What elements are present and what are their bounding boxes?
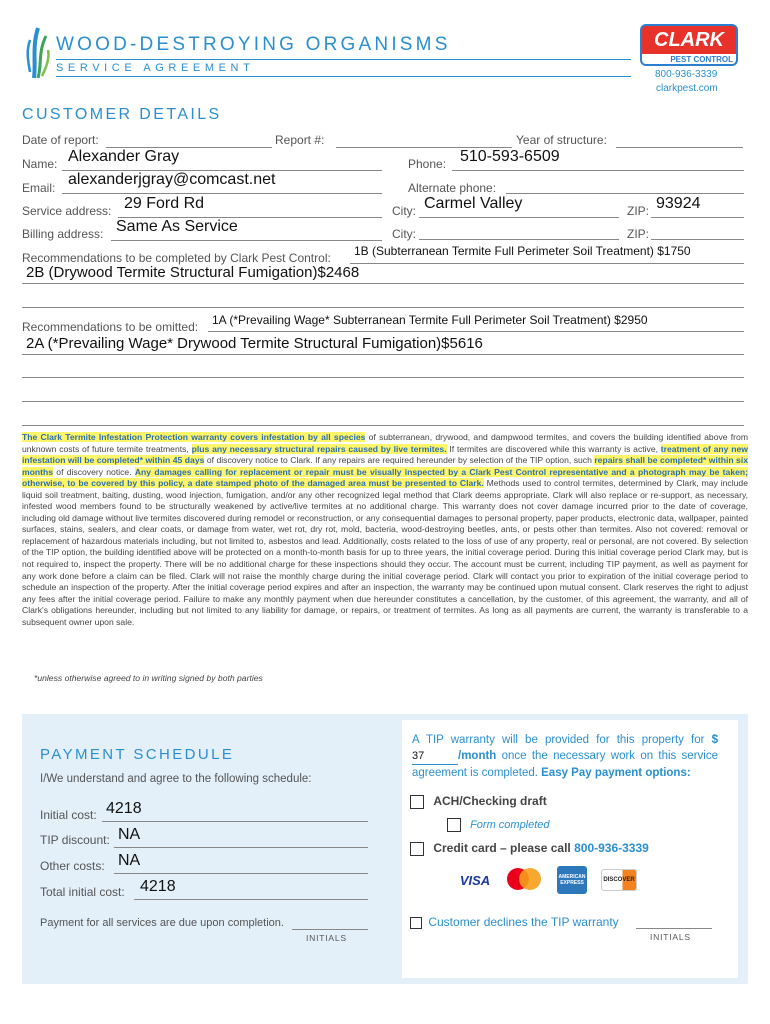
payment-intro: I/We understand and agree to the following schedule: [40, 773, 312, 785]
company-website: clarkpest.com [656, 83, 718, 94]
rec-completed-line-3[interactable] [22, 290, 744, 308]
payment-initials-field[interactable] [292, 916, 368, 930]
rec-omitted-label: Recommendations to be omitted: [22, 320, 199, 334]
form-completed-option[interactable] [447, 818, 550, 832]
amex-icon [557, 866, 587, 894]
other-costs-value: NA [118, 852, 141, 869]
title-rule-bottom [56, 76, 631, 77]
tip-amount-field[interactable] [412, 748, 458, 765]
warranty-inspection: Any damages calling for replacement or repair must be visually inspected by a Clark Pest Control representative and a photograph may be taken; otherwise, to be covered by this policy, a date stamped photo of the damaged area must be presented to Clark. [22, 466, 748, 489]
payment-schedule-title: PAYMENT SCHEDULE [40, 746, 235, 763]
warranty-text-8: of discovery notice. [53, 466, 135, 477]
credit-card-label: Credit card – please call [433, 841, 575, 855]
initial-cost-value: 4218 [106, 800, 142, 817]
alt-phone-field[interactable] [506, 180, 744, 194]
discover-icon [601, 869, 637, 891]
warranty-footnote: *unless otherwise agreed to in writing signed by both parties [34, 673, 263, 683]
phone-value: 510-593-6509 [460, 148, 560, 165]
email-label: Email: [22, 181, 56, 195]
city-value: Carmel Valley [424, 195, 523, 212]
payment-initials-label: INITIALS [306, 933, 347, 943]
title-rule [56, 59, 631, 60]
tip-amount: 37 [412, 750, 425, 762]
wood-grass-logo-icon [24, 22, 54, 80]
form-completed-label: Form completed [470, 818, 550, 831]
credit-card-phone: 800-936-3339 [574, 841, 649, 855]
total-cost-label: Total initial cost: [40, 885, 125, 899]
initial-cost-label: Initial cost: [40, 808, 97, 822]
service-address-label: Service address: [22, 204, 112, 218]
warranty-text-6: of discovery notice to Clark. If any repairs are required hereunder by selection of the TIP option, such [204, 455, 595, 466]
visa-icon [455, 867, 495, 893]
date-label: Date of report: [22, 133, 99, 147]
other-costs-field[interactable] [114, 852, 368, 874]
warranty-text [22, 432, 748, 628]
total-cost-value: 4218 [140, 878, 176, 895]
discover-text: DISCOVER [603, 877, 635, 883]
easy-pay-label: Easy Pay payment options: [541, 767, 691, 779]
billing-address-value: Same As Service [116, 218, 238, 235]
tip-dollar: $ [711, 734, 718, 746]
rec-omitted-1: 1A (*Prevailing Wage* Subterranean Termite Full Perimeter Soil Treatment) $2950 [212, 313, 648, 327]
service-address-value: 29 Ford Rd [124, 195, 205, 212]
tip-discount-field[interactable] [114, 826, 368, 848]
alt-phone-label: Alternate phone: [408, 181, 497, 195]
payment-due-text: Payment for all services are due upon completion. [40, 917, 284, 929]
warranty-45-days: treatment of any new infestation will be completed* within 45 days [22, 443, 748, 466]
doc-subtitle: SERVICE AGREEMENT [56, 62, 255, 74]
rec-omitted-line-5[interactable] [22, 408, 744, 426]
tip-line-2: once the necessary work on this service agreement is completed. [412, 750, 718, 779]
ach-label: ACH/Checking draft [433, 794, 547, 808]
other-costs-label: Other costs: [40, 859, 105, 873]
clark-logo-text: CLARK [654, 29, 724, 51]
zip-label: ZIP: [627, 204, 650, 218]
clark-logo-sub: PEST CONTROL [642, 54, 736, 66]
tip-line-1: A TIP warranty will be provided for this property for [412, 734, 705, 746]
rec-completed-label: Recommendations to be completed by Clark Pest Control: [22, 251, 331, 265]
credit-card-checkbox[interactable] [410, 842, 424, 856]
tip-initials-field[interactable] [636, 915, 712, 929]
decline-tip-option[interactable] [410, 915, 619, 929]
warranty-repairs: plus any necessary structural repairs caused by live termites. [191, 443, 447, 454]
tip-description [412, 732, 718, 781]
rec-completed-2: 2B (Drywood Termite Structural Fumigation)$2468 [26, 264, 360, 281]
phone-label: Phone: [408, 157, 447, 171]
date-field[interactable] [106, 133, 272, 148]
tip-month: /month [458, 750, 497, 762]
report-label: Report #: [275, 133, 325, 147]
decline-tip-checkbox[interactable] [410, 917, 422, 929]
billing-address-label: Billing address: [22, 227, 104, 241]
city-label: City: [392, 204, 416, 218]
company-phone: 800-936-3339 [655, 69, 718, 80]
report-field[interactable] [336, 133, 512, 148]
zip-value: 93924 [656, 195, 701, 212]
form-completed-checkbox[interactable] [447, 818, 461, 832]
warranty-six-months: repairs shall be completed* within six months [22, 455, 749, 477]
decline-tip-label: Customer declines the TIP warranty [428, 915, 619, 929]
billing-zip-label: ZIP: [627, 227, 650, 241]
tip-discount-label: TIP discount: [40, 833, 110, 847]
rec-omitted-2: 2A (*Prevailing Wage* Drywood Termite Structural Fumigation)$5616 [26, 335, 483, 352]
amex-text: AMERICAN EXPRESS [558, 874, 586, 886]
tip-initials-label: INITIALS [650, 932, 691, 942]
ach-checkbox[interactable] [410, 795, 424, 809]
warranty-text-2: of subterranean, drywood, and dampwood termites, and covers the building identified above from unknown costs of future termite treatments, [22, 432, 748, 454]
warranty-text-10: Methods used to control termites, determined by Clark, may include liquid soil treatment, baiting, dusting, wood injection, fumigation, and/or any other recognized legal method that Clark deems appropriate. Clark will also replace or re-support, as necessary, infested wood members found to be structurally weakened by active/live termites at no additional charge. This warranty does not cover damage incurred prior to the date of coverage, including old damage without live termites discovered during remodel or reconstruction, or any consequential damages to personal property, paper products, electronic data, wallpaper, painted surfaces, stains, sealers, and clear coats, or damage from water, wet rot, dry rot, mold, bacteria, wood-destroying beetles, ants, or pests other than termites. Also not covered: removal or replacement of hazardous materials including, but not limited to, asbestos and lead. Additionally, costs related to the loss of use of any property, real or personal, are not covered. By selection of the TIP option, the building identified above will be protected on a month-to-month basis for up to three years, the initial coverage period. During this initial coverage period Clark may, but is not required to, inspect the property. There will be no additional charge for these inspections should they occur. The account must be current, including TIP payment, as well as payment for any work done before a claim can be filed. Clark will not raise the monthly charge during the initial coverage period. Clark will contact you prior to expiration of the initial coverage period to schedule an inspection of the property. After the initial coverage period expires and after an inspection, the warranty may be continued upon mutual consent. Clark reserves the right to adjust any fees after the initial coverage period. Failure to make any monthly payment when due hereunder constitutes a cancellation, by the customer, of this agreement, the warranty, and all of Clark's obligations hereunder, including but not limited to any liability for damage, or repairs, or treatment of termites. As long as all payments are current, the warranty is transferable to a subsequent owner upon sale. [22, 478, 748, 627]
name-value: Alexander Gray [68, 148, 180, 165]
credit-card-option[interactable] [410, 841, 649, 856]
rec-omitted-line-3[interactable] [22, 360, 744, 378]
visa-text: VISA [459, 872, 491, 888]
mastercard-icon [505, 866, 543, 894]
email-value: alexanderjgray@comcast.net [68, 171, 276, 188]
rec-completed-1: 1B (Subterranean Termite Full Perimeter Soil Treatment) $1750 [354, 244, 691, 258]
tip-discount-value: NA [118, 826, 141, 843]
warranty-coverage: The Clark Termite Infestation Protection warranty covers infestation by all species [22, 432, 366, 442]
year-field[interactable] [616, 133, 743, 148]
ach-option[interactable] [410, 794, 547, 809]
billing-city-label: City: [392, 227, 416, 241]
year-label: Year of structure: [516, 133, 607, 147]
billing-city-field[interactable] [419, 226, 619, 240]
doc-title: WOOD-DESTROYING ORGANISMS [56, 34, 451, 55]
clark-logo [640, 24, 738, 66]
warranty-text-4: If termites are discovered while this warranty is active, [446, 443, 661, 454]
billing-zip-field[interactable] [651, 226, 744, 240]
rec-omitted-line-4[interactable] [22, 384, 744, 402]
name-label: Name: [22, 157, 58, 171]
customer-section-title: CUSTOMER DETAILS [22, 106, 222, 123]
